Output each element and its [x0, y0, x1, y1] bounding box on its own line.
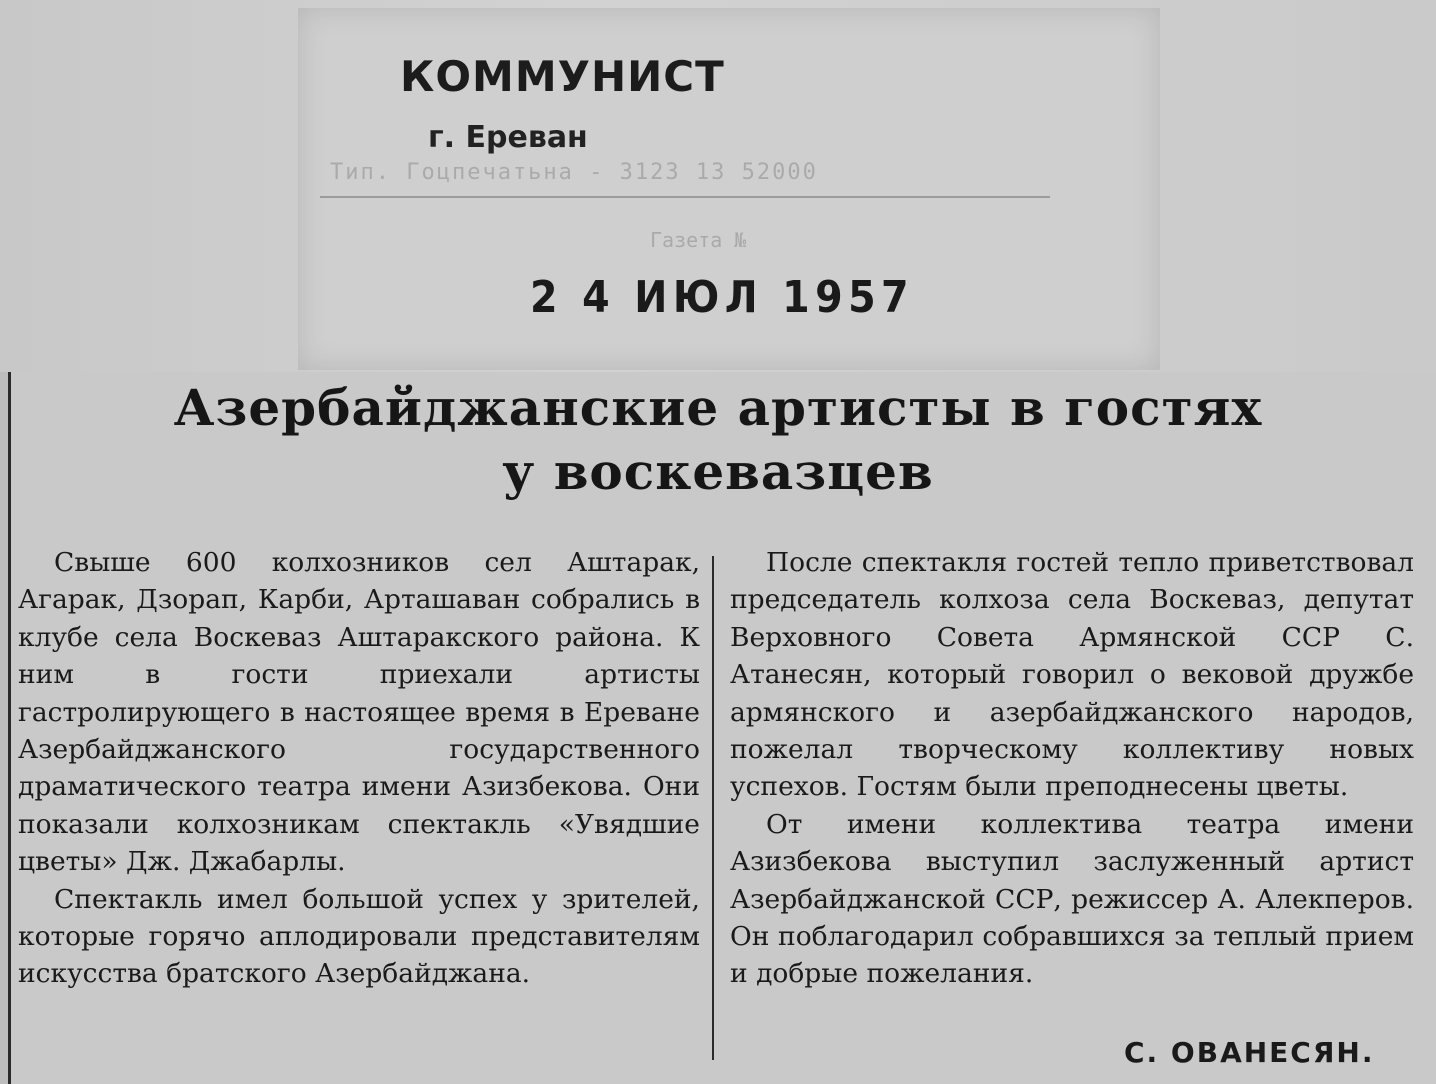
paragraph: От имени коллектива театра имени Азизбекова выступил заслуженный артист Азербайджанской ССР, режиссер А. Алекперов. Он поблагодарил собравшихся за теплый прием и добрые пожелания.	[730, 808, 1414, 990]
article-column-right	[730, 544, 1414, 993]
headline-line-2: у воскевазцев	[502, 442, 934, 501]
article-column-left	[18, 544, 700, 993]
column-divider	[712, 556, 714, 1060]
author-signature: С. ОВАНЕСЯН.	[1124, 1036, 1375, 1069]
stamp-faded-line: Тип. Гоцпечатьна - 3123 13 52000	[330, 160, 818, 185]
headline-line-1: Азербайджанские артисты в гостях	[173, 378, 1263, 437]
stamp-rule	[320, 196, 1050, 198]
paragraph: Свыше 600 колхозников сел Аштарак, Агарак, Дзорап, Карби, Арташаван собрались в клубе села Воскеваз Аштаракского района. К ним в гости приехали артисты гастролирующего в настоящее время в Ереване Азербайджанского государственного драматического театра имени Азизбекова. Они показали колхозникам спектакль «Увядшие цветы» Дж. Джабарлы.	[18, 547, 700, 878]
paragraph: После спектакля гостей тепло приветствовал председатель колхоза села Воскеваз, депутат Верховного Совета Армянской ССР С. Атанесян, который говорил о вековой дружбе армянского и азербайджанского народов, пожелал творческому коллективу новых успехов. Гостям были преподнесены цветы.	[730, 547, 1414, 803]
paragraph: Спектакль имел большой успех у зрителей, которые горячо аплодировали представителям искусства братского Азербайджана.	[18, 883, 700, 990]
stamp-newspaper-name: КОММУНИСТ	[400, 52, 725, 101]
stamp-date: 2 4 ИЮЛ 1957	[530, 272, 915, 323]
stamp-faded-number: Газета №	[650, 228, 747, 252]
stamp-city: г. Ереван	[428, 120, 588, 155]
article-headline	[0, 376, 1436, 504]
